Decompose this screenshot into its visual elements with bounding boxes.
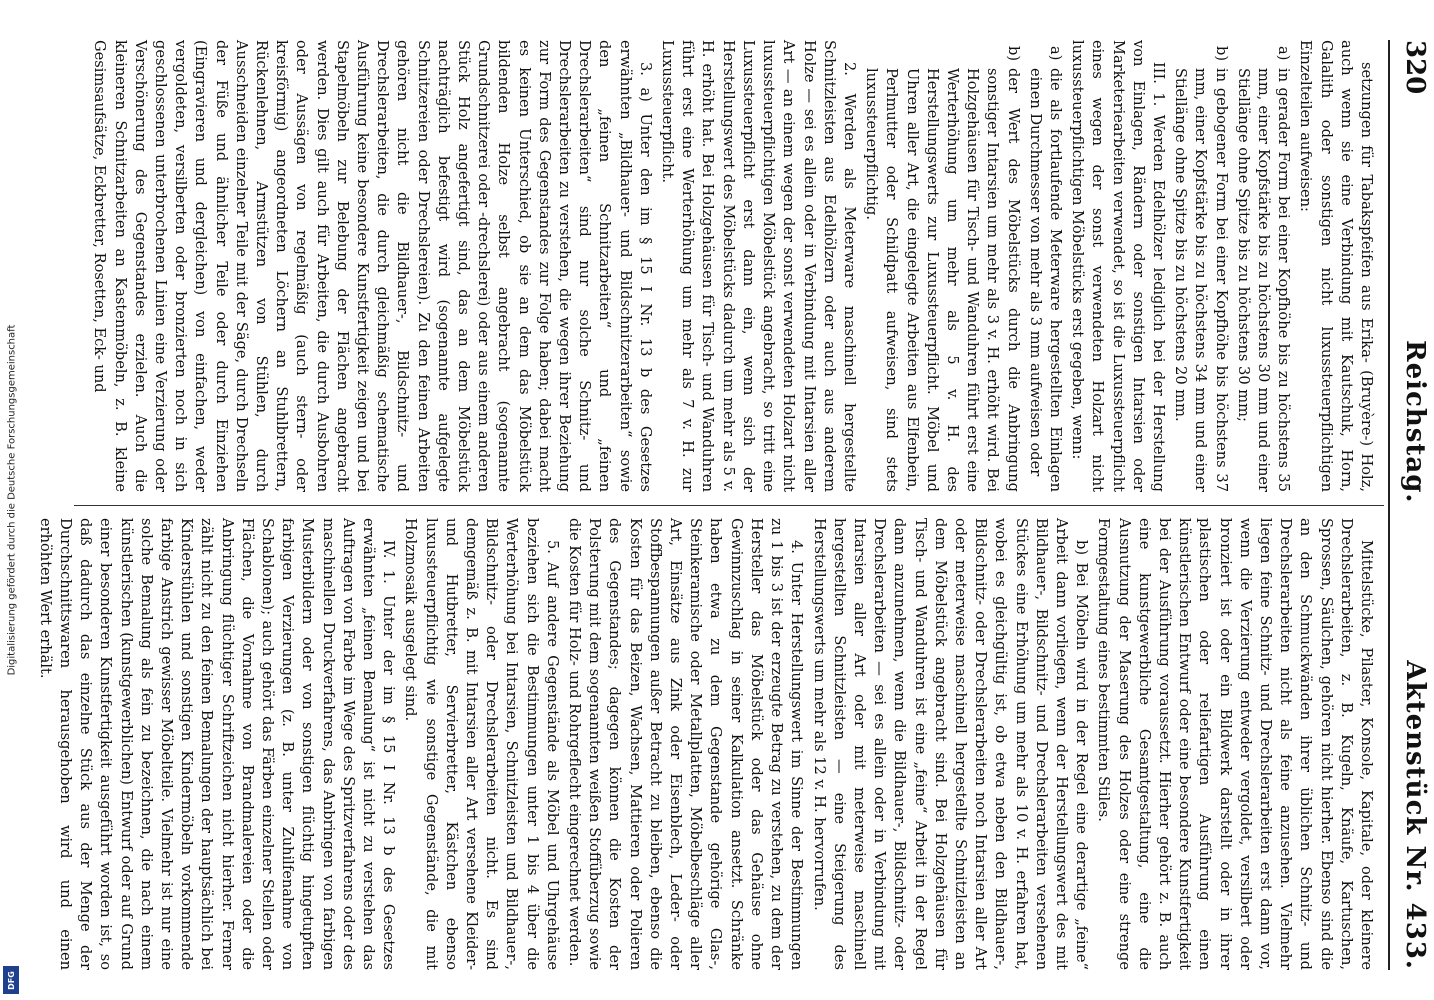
running-head-right: Aktenstück Nr. 433. xyxy=(1400,660,1430,970)
item-label: b) xyxy=(1212,46,1230,62)
right-column xyxy=(36,518,1376,970)
side-strip xyxy=(0,0,22,1000)
paragraph: Mittelstücke, Pilaster, Konsole, Kapitale, oder kleinere Drechslerarbeiten, z. B. Kugeln, Knäufe, Kartuschen, Sprossen, Säulchen, gehören nicht hierher. Ebenso sind die an den Schmuckwänden ihrer üblichen Schnitz- und Drechslerarbeiten nicht als feine anzusehen. Vielmehr liegen feine Schnitz- und Drechslerarbeiten erst dann vor, wenn die Verzierung entweder vergoldet, versilbert oder bronziert ist oder ein Bildwerk darstellt oder in ihrer plastischen oder reliefartigen Ausführung einen künstlerischen Entwurf oder eine besondere Kunstfertigkeit bei der Ausführung voraussetzt. Hierher gehört z. B. auch eine kunstgewerbliche Gesamtgestaltung, eine die Ausnutzung der Maserung des Holzes oder eine strenge Formgestaltung eines bestimmten Stiles. xyxy=(1095,518,1375,970)
item-text: der Wert des Möbelstücks durch die Anbringung sonstiger Intarsien um mehr als 3 v. H. erhöht wird. Bei Holzgehäusen für Tisch- und Wanduhren führt erst eine Werterhöhung um mehr als 5 v. H. des Herstellungswerts zur Luxussteuerpflicht. Möbel und Uhren aller Art, die eingelegte Arbeiten aus Elfenbein, Perlmutter oder Schildpatt aufweisen, sind stets luxussteuerpflichtig. xyxy=(863,68,1022,492)
column-separator xyxy=(74,505,1384,506)
paragraph: 4. Unter Herstellungswert im Sinne der Bestimmungen zu 1 bis 3 ist der erzeugte Betrag zu verstehen, zu dem der Hersteller das Möbelstück oder das Gehäuse ohne Gewinnzuschlag in seiner Kalkulation ansetzt. Schränke haben etwa zu dem Gegenstande gehörige Glas-, Steinkeramische oder Metallplatten, Möbelbeschläge aller Art, Einsätze aus Zink oder Eisenblech, Leder- oder Stoffbespannungen außer Betracht zu bleiben, ebenso die Kosten für das Beizen, Wachsen, Mattieren oder Polieren des Gegenstandes; dagegen können die Kosten der Polsterung mit dem sogenannten weißen Stoffüberzug sowie die Kosten für Holz- und Rohrgeflecht eingerechnet werden. xyxy=(566,518,806,970)
funding-note: Digitalisierung gefördert durch die Deutsche Forschungsgemeinschaft xyxy=(6,324,18,676)
page-header xyxy=(1384,40,1434,970)
book-page xyxy=(36,40,1434,970)
list-item xyxy=(1170,40,1231,492)
list-item xyxy=(861,40,1023,492)
paragraph: III. 1. Werden Edelhölzer lediglich bei der Herstellung von Einlagen, Rändern oder sonstigen Intarsien oder Marketeriearbeiten verwendet, so ist die Luxussteuerpflicht eines wegen der sonst verwendeten Holzart nicht luxussteuerpflichtigen Möbelstücks erst gegeben, wenn: xyxy=(1069,40,1167,492)
left-column xyxy=(76,40,1376,492)
list-item xyxy=(1025,40,1065,492)
paragraph: b) Bei Möbeln wird in der Regel eine derartige „feine“ Arbeit dann vorliegen, wenn der Herstellungswert des mit Bildhauer-, Bildschnitz- und Drechslerarbeiten versehenen Stückes eine Erhöhung um mehr als 10 v. H. erfahren hat, wobei es gleichgültig ist, ob etwa neben den Bildhauer-, Bildschnitz- oder Drechslerarbeiten noch Intarsien aller Art oder meterweise maschinell hergestellte Schnitzleisten an dem Möbelstück angebracht sind. Bei Holzgehäusen für Tisch- und Wanduhren ist eine „feine“ Arbeit in der Regel dann anzunehmen, wenn die Bildhauer-, Bildschnitz- oder Drechslerarbeiten — sei es allein oder in Verbindung mit Intarsien aller Art oder mit meterweise maschinell hergestellten Schnitzleisten — eine Steigerung des Herstellungswerts um mehr als 12 v. H. hervorrufen. xyxy=(810,518,1091,970)
running-head-left: Reichstag. xyxy=(1400,340,1430,504)
paragraph: IV. 1. Unter der im § 15 I Nr. 13 b des Gesetzes erwähnten „feinen Bemalung“ ist nicht zu verstehen das Auftragen von Farbe im Wege des Spritzverfahrens oder des maschinellen Druckverfahrens, das Anbringen von farbigen Musterbildern oder von sonstigen flüchtig hingetupften farbigen Verzierungen (z. B. unter Zuhilfenahme von Schablonen); auch gehört das Färben einzelner Stellen oder Flächen, die Vornahme von Brandmalereien oder die Anbringung flüchtiger Schriftzeichen nicht hierher. Ferner zählt nicht zu den feinen Bemalungen der hauptsächlich bei Kinderstühlen und sonstigen Kindermöbeln vorkommende farbige Anstrich gewisser Möbelteile. Vielmehr ist nur eine solche Bemalung als fein zu bezeichnen, die nach einem künstlerischen (kunstgewerblichen) Entwurf oder auf Grund einer besonderen Kunstfertigkeit ausgeführt worden ist, so daß dadurch das einzelne Stück aus der Menge der Durchschnittswaren herausgehoben wird und einen erhöhten Wert erhält. xyxy=(36,518,398,970)
paragraph: 5. Auf andere Gegenstände als Möbel und Uhrgehäuse beziehen sich die Bestimmungen unter 1 bis 4 über die Werterhöhung bei Intarsien, Schnitzleisten und Bildhauer-, Bildschnitz- oder Drechslerarbeiten nicht. Es sind demgemäß z. B. mit Intarsien aller Art versehene Kleider- und Hutbretter, Servierbretter, Kästchen ebenso luxussteuerpflichtig wie sonstige Gegenstände, die mit Holzmosaik ausgelegt sind. xyxy=(402,518,561,970)
item-label: a) xyxy=(1275,46,1293,61)
item-label: a) xyxy=(1046,46,1064,61)
item-text: in gebogener Form bei einer Kopfhöhe bis höchstens 37 mm, einer Kopfstärke bis zu höchstens 34 mm und einer Stiellänge ohne Spitze bis zu höchstens 20 mm. xyxy=(1172,68,1230,492)
paragraph: setzungen für Tabakspfeifen aus Erika- (Bruyère-) Holz, auch wenn sie eine Verbindung mit Kautschuk, Horn, Galalith oder sonstigen nicht luxussteuerpflichtigen Einzelteilen aufweisen: xyxy=(1297,40,1375,492)
page-number: 320 xyxy=(1400,40,1430,95)
dfg-logo xyxy=(3,966,19,994)
item-text: die als fortlaufende Meterware hergestellten Einlagen einen Durchmesser von mehr als 3 mm aufweisen oder xyxy=(1026,68,1064,492)
paragraph: 3. a) Unter den im § 15 I Nr. 13 b des Gesetzes erwähnten „Bildhauer- und Bildschnitzerarbeiten“ sowie den „feinen Schnitzarbeiten“ und „feinen Drechslerarbeiten“ sind nur solche Schnitz- und Drechslerarbeiten zu verstehen, die wegen ihrer Beziehung zur Form des Gegenstandes zur Folge haben; dabei macht es keinen Unterschied, ob sie an dem das Möbelstück bildenden Holze selbst angebracht (sogenannte Grundschnitzerei oder -drechslerei) oder aus einem anderen Stück Holz angefertigt sind, das an dem Möbelstück nachträglich befestigt wird (sogenannte aufgelegte Schnitzereien oder Drechslereien). Zu den feinen Arbeiten gehören nicht die Bildhauer-, Bildschnitz- und Drechslerarbeiten, die durch gleichmäßig schematische Ausführung keine besondere Kunstfertigkeit zeigen und bei Stapelmöbeln zur Belebung der Flächen angebracht werden. Dies gilt auch für Arbeiten, die durch Ausbohren oder Aussägen von regelmäßig (auch stern- oder kreisförmig) angeordneten Löchern an Stuhlbrettern, Rückenlehnen, Armstützen von Stühlen, durch Ausschneiden einzelner Teile mit der Säge, durch Drechseln der Füße und ähnlicher Teile oder durch Einziehen (Eingravieren und dergleichen) von einfachen, weder vergoldeten, versilberten oder bronzierten noch in sich geschlossenen unterbrochenen Linien eine Verzierung oder Verschönerung des Gegenstandes erzielen. Auch die kleineren Schnitzarbeiten an Kastenmöbeln, z. B. kleine Gesimsaufsätze, Eckbretter, Rosetten, Eck- und xyxy=(91,40,654,492)
list-item xyxy=(1233,40,1294,492)
item-text: in gerader Form bei einer Kopfhöhe bis zu höchstens 35 mm, einer Kopfstärke bis zu höchstens 30 mm und einer Stiellänge ohne Spitze bis zu höchstens 30 mm; xyxy=(1234,68,1293,492)
header-rule xyxy=(1388,40,1390,970)
paragraph: 2. Werden als Meterware maschinell hergestellte Schnitzleisten aus Edelhölzern oder auch aus anderem Holze — sei es allein oder in Verbindung mit Intarsien aller Art — an einem wegen der sonst verwendeten Holzart nicht luxussteuerpflichtigen Möbelstück angebracht, so tritt eine Luxussteuerpflicht erst dann ein, wenn sich der Herstellungswert des Möbelstücks dadurch um mehr als 5 v. H. erhöht hat. Bei Holzgehäusen für Tisch- und Wanduhren führt erst eine Werterhöhung um mehr als 7 v. H. zur Luxussteuerpflicht. xyxy=(659,40,858,492)
dfg-logo-text: DFG xyxy=(6,970,16,990)
item-label: b) xyxy=(1004,46,1022,62)
